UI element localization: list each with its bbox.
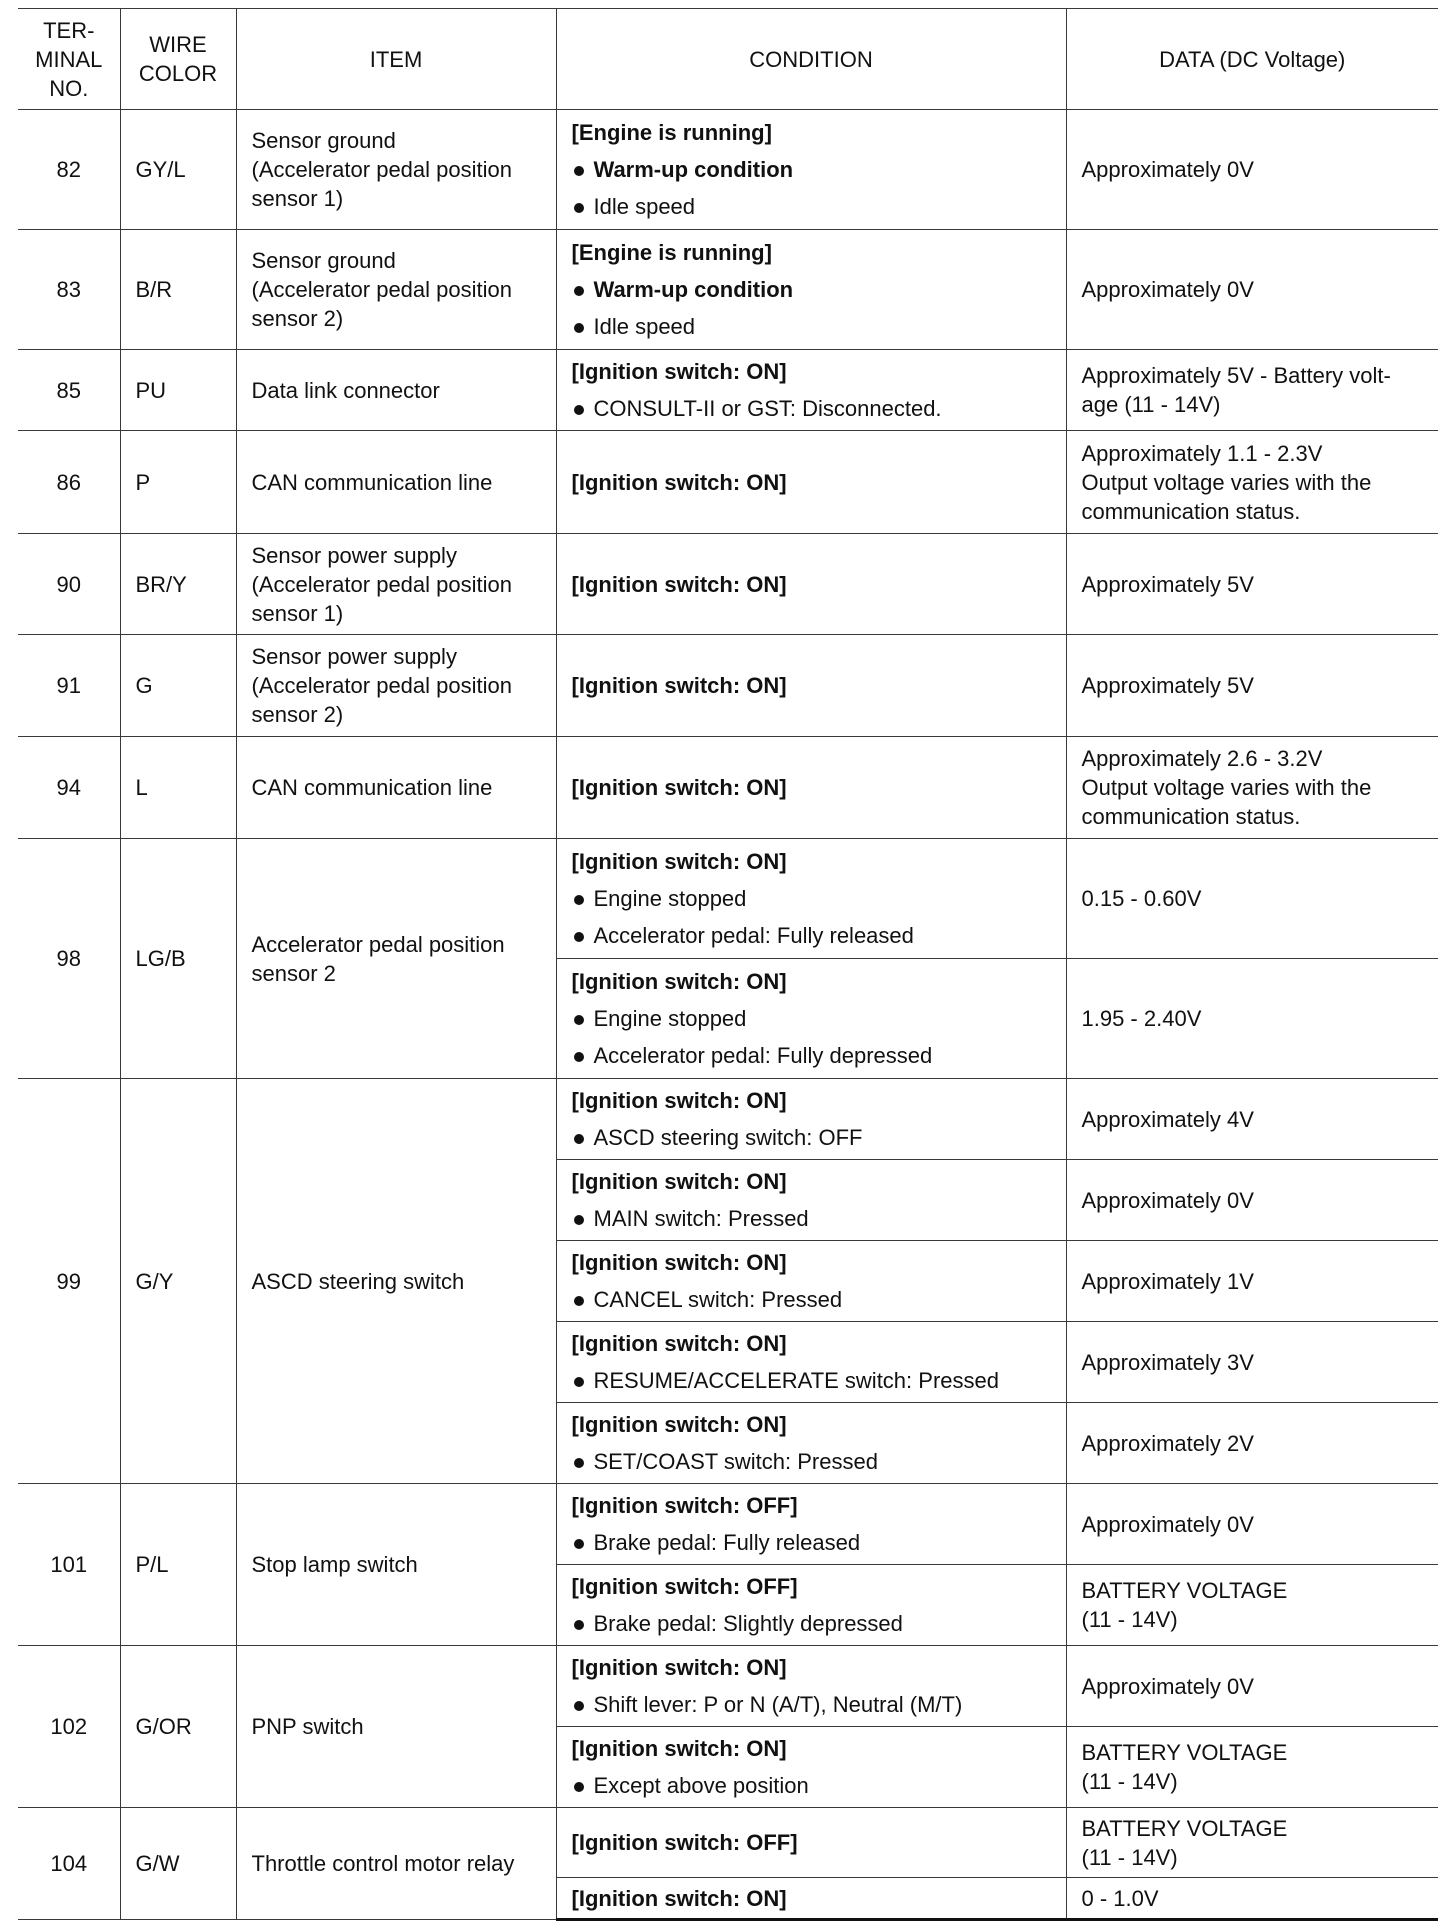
- condition-cell: [556, 839, 1066, 959]
- wire-color-cell: LG/B: [120, 839, 236, 1079]
- data-voltage-cell: Approximately 4V: [1066, 1079, 1438, 1160]
- data-voltage-cell: Approximately 0V: [1066, 1160, 1438, 1241]
- table-row: [18, 534, 1438, 635]
- data-voltage-cell: BATTERY VOLTAGE (11 - 14V): [1066, 1565, 1438, 1646]
- condition-heading: [Ignition switch: ON]: [571, 969, 787, 994]
- table-row: [18, 350, 1438, 431]
- terminal-data-table: [18, 8, 1438, 1921]
- condition-heading: [Ignition switch: ON]: [571, 1736, 787, 1761]
- item-cell: Data link connector: [236, 350, 556, 431]
- table-row: [18, 1808, 1438, 1878]
- condition-bullet-item: RESUME/ACCELERATE switch: Pressed: [572, 1366, 1051, 1395]
- condition-bullet-item: Engine stopped: [572, 1004, 1051, 1033]
- condition-heading: [Ignition switch: ON]: [571, 849, 787, 874]
- data-voltage-cell: Approximately 0V: [1066, 1484, 1438, 1565]
- data-voltage-cell: Approximately 5V - Battery volt- age (11 - 14V): [1066, 350, 1438, 431]
- condition-heading: [Engine is running]: [571, 240, 772, 265]
- wire-color-cell: G/W: [120, 1808, 236, 1920]
- terminal-no-cell: 98: [18, 839, 120, 1079]
- item-cell: Sensor ground (Accelerator pedal position sensor 2): [236, 230, 556, 350]
- data-voltage-cell: 0.15 - 0.60V: [1066, 839, 1438, 959]
- condition-cell: [556, 230, 1066, 350]
- header-data: DATA (DC Voltage): [1066, 9, 1438, 110]
- table-body: [18, 110, 1438, 1920]
- wire-color-cell: G/OR: [120, 1646, 236, 1808]
- table-row: [18, 110, 1438, 230]
- condition-heading: [Ignition switch: OFF]: [571, 1493, 798, 1518]
- wire-color-cell: G/Y: [120, 1079, 236, 1484]
- terminal-no-cell: 94: [18, 737, 120, 839]
- data-voltage-cell: BATTERY VOLTAGE (11 - 14V): [1066, 1727, 1438, 1808]
- condition-heading: [Ignition switch: ON]: [571, 1250, 787, 1275]
- condition-cell: [556, 1241, 1066, 1322]
- condition-cell: [556, 1878, 1066, 1920]
- table-row: [18, 635, 1438, 737]
- item-cell: Accelerator pedal position sensor 2: [236, 839, 556, 1079]
- data-voltage-cell: Approximately 2.6 - 3.2V Output voltage varies with the communication status.: [1066, 737, 1438, 839]
- condition-bullet-item: Shift lever: P or N (A/T), Neutral (M/T): [572, 1690, 1051, 1719]
- wire-color-cell: B/R: [120, 230, 236, 350]
- terminal-no-cell: 101: [18, 1484, 120, 1646]
- condition-cell: [556, 1727, 1066, 1808]
- condition-bullet-item: Warm-up condition: [572, 155, 1051, 184]
- data-voltage-cell: Approximately 0V: [1066, 230, 1438, 350]
- item-cell: ASCD steering switch: [236, 1079, 556, 1484]
- data-voltage-cell: Approximately 5V: [1066, 635, 1438, 737]
- data-voltage-cell: Approximately 1.1 - 2.3V Output voltage varies with the communication status.: [1066, 431, 1438, 534]
- condition-cell: [556, 350, 1066, 431]
- table-row: [18, 1484, 1438, 1565]
- table-row: [18, 431, 1438, 534]
- item-cell: Sensor power supply (Accelerator pedal position sensor 1): [236, 534, 556, 635]
- item-cell: Throttle control motor relay: [236, 1808, 556, 1920]
- item-cell: Stop lamp switch: [236, 1484, 556, 1646]
- condition-cell: [556, 959, 1066, 1079]
- terminal-no-cell: 91: [18, 635, 120, 737]
- condition-bullet-item: Accelerator pedal: Fully depressed: [572, 1041, 1051, 1070]
- item-cell: PNP switch: [236, 1646, 556, 1808]
- condition-heading: [Ignition switch: ON]: [571, 673, 787, 698]
- condition-heading: [Ignition switch: ON]: [571, 469, 787, 495]
- condition-bullet-item: Idle speed: [572, 312, 1051, 341]
- wire-color-cell: PU: [120, 350, 236, 431]
- header-item: ITEM: [236, 9, 556, 110]
- wire-color-cell: BR/Y: [120, 534, 236, 635]
- data-voltage-cell: BATTERY VOLTAGE (11 - 14V): [1066, 1808, 1438, 1878]
- terminal-no-cell: 83: [18, 230, 120, 350]
- data-voltage-cell: 1.95 - 2.40V: [1066, 959, 1438, 1079]
- condition-heading: [Ignition switch: ON]: [571, 1331, 787, 1356]
- terminal-no-cell: 104: [18, 1808, 120, 1920]
- data-voltage-cell: Approximately 1V: [1066, 1241, 1438, 1322]
- condition-cell: [556, 737, 1066, 839]
- condition-bullet-item: SET/COAST switch: Pressed: [572, 1447, 1051, 1476]
- table-row: [18, 839, 1438, 959]
- condition-heading: [Ignition switch: ON]: [571, 1412, 787, 1437]
- condition-heading: [Ignition switch: OFF]: [571, 1830, 798, 1855]
- condition-heading: [Ignition switch: ON]: [571, 1885, 787, 1911]
- condition-bullet-item: Except above position: [572, 1771, 1051, 1800]
- condition-bullet-item: Warm-up condition: [572, 275, 1051, 304]
- condition-cell: [556, 635, 1066, 737]
- terminal-no-cell: 86: [18, 431, 120, 534]
- condition-cell: [556, 110, 1066, 230]
- header-wire-color: WIRE COLOR: [120, 9, 236, 110]
- data-voltage-cell: Approximately 3V: [1066, 1322, 1438, 1403]
- condition-bullet-item: CONSULT-II or GST: Disconnected.: [572, 394, 1051, 423]
- condition-heading: [Ignition switch: ON]: [571, 1088, 787, 1113]
- condition-bullet-item: CANCEL switch: Pressed: [572, 1285, 1051, 1314]
- condition-heading: [Engine is running]: [571, 120, 772, 145]
- condition-heading: [Ignition switch: ON]: [571, 1169, 787, 1194]
- condition-heading: [Ignition switch: ON]: [571, 775, 787, 800]
- condition-cell: [556, 1484, 1066, 1565]
- condition-cell: [556, 534, 1066, 635]
- terminal-no-cell: 85: [18, 350, 120, 431]
- condition-cell: [556, 1322, 1066, 1403]
- item-cell: Sensor ground (Accelerator pedal position sensor 1): [236, 110, 556, 230]
- condition-bullet-item: MAIN switch: Pressed: [572, 1204, 1051, 1233]
- data-voltage-cell: 0 - 1.0V: [1066, 1878, 1438, 1920]
- wire-color-cell: GY/L: [120, 110, 236, 230]
- table-row: [18, 230, 1438, 350]
- condition-cell: [556, 431, 1066, 534]
- data-voltage-cell: Approximately 0V: [1066, 110, 1438, 230]
- item-cell: Sensor power supply (Accelerator pedal position sensor 2): [236, 635, 556, 737]
- condition-bullet-item: Idle speed: [572, 192, 1051, 221]
- header-terminal-no: TER- MINAL NO.: [18, 9, 120, 110]
- wire-color-cell: L: [120, 737, 236, 839]
- data-voltage-cell: Approximately 0V: [1066, 1646, 1438, 1727]
- item-cell: CAN communication line: [236, 431, 556, 534]
- terminal-no-cell: 102: [18, 1646, 120, 1808]
- terminal-no-cell: 99: [18, 1079, 120, 1484]
- condition-heading: [Ignition switch: ON]: [571, 571, 787, 597]
- condition-bullet-item: Brake pedal: Slightly depressed: [572, 1609, 1051, 1638]
- table-row: [18, 737, 1438, 839]
- header-row: [18, 9, 1438, 110]
- condition-bullet-item: Brake pedal: Fully released: [572, 1528, 1051, 1557]
- condition-cell: [556, 1808, 1066, 1878]
- condition-cell: [556, 1565, 1066, 1646]
- data-voltage-cell: Approximately 5V: [1066, 534, 1438, 635]
- condition-heading: [Ignition switch: OFF]: [571, 1574, 798, 1599]
- wire-color-cell: G: [120, 635, 236, 737]
- condition-cell: [556, 1079, 1066, 1160]
- wire-color-cell: P/L: [120, 1484, 236, 1646]
- table-row: [18, 1646, 1438, 1727]
- terminal-no-cell: 82: [18, 110, 120, 230]
- condition-heading: [Ignition switch: ON]: [571, 1655, 787, 1680]
- condition-cell: [556, 1646, 1066, 1727]
- wire-color-cell: P: [120, 431, 236, 534]
- condition-bullet-item: Accelerator pedal: Fully released: [572, 921, 1051, 950]
- condition-cell: [556, 1403, 1066, 1484]
- item-cell: CAN communication line: [236, 737, 556, 839]
- table-row: [18, 1079, 1438, 1160]
- condition-bullet-item: Engine stopped: [572, 884, 1051, 913]
- condition-cell: [556, 1160, 1066, 1241]
- condition-heading: [Ignition switch: ON]: [571, 359, 787, 384]
- header-condition: CONDITION: [556, 9, 1066, 110]
- terminal-no-cell: 90: [18, 534, 120, 635]
- data-voltage-cell: Approximately 2V: [1066, 1403, 1438, 1484]
- condition-bullet-item: ASCD steering switch: OFF: [572, 1123, 1051, 1152]
